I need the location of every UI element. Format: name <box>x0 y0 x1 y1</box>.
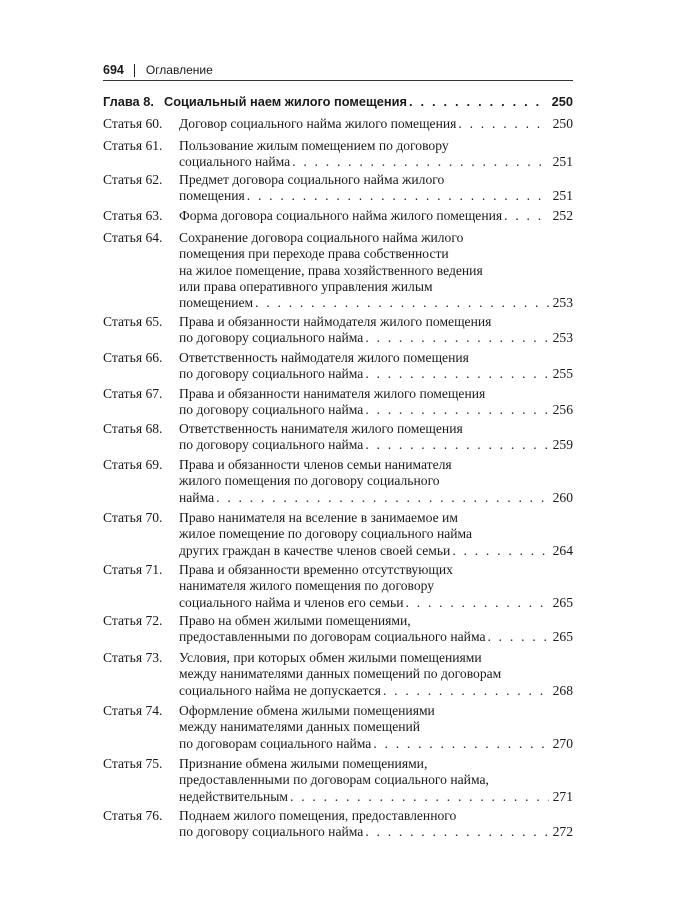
leader-dots <box>383 683 549 699</box>
article-page: 271 <box>552 788 573 804</box>
article-title-line: Права и обязанности временно отсутствующих <box>179 562 453 577</box>
article-title-line: Поднаем жилого помещения, предоставленного <box>179 808 457 823</box>
article-title-line: социального найма и членов его семьи <box>179 594 404 610</box>
article-title-line: Признание обмена жилыми помещениями, <box>179 756 428 771</box>
article-label: Статья 60. <box>103 116 163 131</box>
article-title-line: помещения <box>179 188 245 204</box>
article-title-line: или права оперативного управления жилым <box>179 278 433 294</box>
article-page: 265 <box>552 594 573 610</box>
article-label: Статья 66. <box>103 350 163 365</box>
article-title-line: Сохранение договора социального найма жилого <box>179 230 464 245</box>
leader-dots <box>452 543 548 559</box>
article-page: 252 <box>552 208 573 223</box>
article-title-line: Договор социального найма жилого помещения <box>179 116 457 131</box>
article-label: Статья 70. <box>103 510 163 525</box>
leader-dots <box>373 736 548 752</box>
article-page: 270 <box>552 735 573 751</box>
header-rule <box>103 80 573 81</box>
leader-dots <box>255 295 548 311</box>
chapter-page: 250 <box>551 94 573 109</box>
article-label: Статья 71. <box>103 562 163 577</box>
leader-dots <box>365 366 548 382</box>
article-title-line: недействительным <box>179 788 288 804</box>
article-title-line: Пользование жилым помещением по договору <box>179 138 449 153</box>
article-label: Статья 63. <box>103 208 163 223</box>
article-page: 259 <box>552 437 573 453</box>
article-title-line: Право нанимателя на вселение в занимаемое им <box>179 510 458 525</box>
section-title: Оглавление <box>145 63 213 77</box>
article-title-line: на жилое помещение, права хозяйственного ведения <box>179 262 483 278</box>
article-page: 250 <box>552 116 573 131</box>
article-title-line: между нанимателями данных помещений <box>179 719 421 735</box>
article-title-line: Права и обязанности наймодателя жилого помещения <box>179 314 492 329</box>
article-page: 251 <box>552 188 573 204</box>
article-title-line: Ответственность наймодателя жилого помещения <box>179 350 469 365</box>
leader-dots <box>406 595 549 611</box>
article-title-line: по договору социального найма <box>179 437 364 453</box>
leader-dots <box>504 208 548 224</box>
article-page: 256 <box>552 402 573 418</box>
leader-dots <box>365 824 548 840</box>
leader-dots <box>290 789 549 805</box>
article-label: Статья 75. <box>103 756 163 771</box>
leader-dots <box>247 188 549 204</box>
article-page: 268 <box>552 682 573 698</box>
chapter-title: Социальный наем жилого помещения <box>164 94 407 109</box>
article-page: 255 <box>552 366 573 382</box>
article-title-line: Форма договора социального найма жилого помещения <box>179 208 503 223</box>
article-title-line: Оформление обмена жилыми помещениями <box>179 703 435 718</box>
article-label: Статья 62. <box>103 172 163 187</box>
article-label: Статья 76. <box>103 808 163 823</box>
article-label: Статья 73. <box>103 650 163 665</box>
leader-dots <box>458 116 548 132</box>
article-label: Статья 68. <box>103 421 163 436</box>
article-label: Статья 74. <box>103 703 163 718</box>
article-page: 265 <box>552 629 573 645</box>
article-title-line: других граждан в качестве членов своей семьи <box>179 542 451 558</box>
article-label: Статья 61. <box>103 138 163 153</box>
article-title-line: по договору социального найма <box>179 330 364 346</box>
leader-dots <box>365 402 548 418</box>
article-page: 251 <box>552 154 573 170</box>
article-title-line: Права и обязанности членов семьи нанимателя <box>179 457 452 472</box>
article-label: Статья 72. <box>103 613 163 628</box>
article-title-line: социального найма не допускается <box>179 682 381 698</box>
article-title-line: Право на обмен жилыми помещениями, <box>179 613 411 628</box>
header-separator <box>134 64 135 77</box>
article-title-line: Условия, при которых обмен жилыми помещениями <box>179 650 482 665</box>
leader-dots <box>409 94 548 110</box>
article-title-line: найма <box>179 489 215 505</box>
article-page: 272 <box>552 824 573 840</box>
leader-dots <box>292 154 548 170</box>
article-title-line: помещения при переходе права собственности <box>179 246 449 262</box>
leader-dots <box>365 330 548 346</box>
article-title-line: нанимателя жилого помещения по договору <box>179 578 435 594</box>
article-title-line: предоставленными по договорам социального найма, <box>179 772 489 788</box>
article-title-line: по договору социального найма <box>179 824 364 840</box>
leader-dots <box>365 437 548 453</box>
article-page: 264 <box>552 542 573 558</box>
article-title-line: по договорам социального найма <box>179 735 372 751</box>
article-title-line: Предмет договора социального найма жилого <box>179 172 445 187</box>
article-page: 253 <box>552 295 573 311</box>
article-title-line: жилое помещение по договору социального найма <box>179 526 473 542</box>
article-title-line: между нанимателями данных помещений по договорам <box>179 666 502 682</box>
article-title-line: Ответственность нанимателя жилого помещения <box>179 421 463 436</box>
article-title-line: социального найма <box>179 154 291 170</box>
article-title-line: Права и обязанности нанимателя жилого помещения <box>179 386 486 401</box>
article-title-line: по договору социального найма <box>179 366 364 382</box>
article-label: Статья 67. <box>103 386 163 401</box>
article-page: 260 <box>552 489 573 505</box>
article-label: Статья 65. <box>103 314 163 329</box>
leader-dots <box>216 490 548 506</box>
article-title-line: помещением <box>179 295 254 311</box>
article-title-line: жилого помещения по договору социального <box>179 473 440 489</box>
chapter-label: Глава 8. <box>103 94 154 109</box>
leader-dots <box>487 629 548 645</box>
running-header <box>103 60 573 80</box>
article-page: 253 <box>552 330 573 346</box>
article-title-line: предоставленными по договорам социального найма <box>179 629 486 645</box>
article-title-line: по договору социального найма <box>179 402 364 418</box>
article-label: Статья 69. <box>103 457 163 472</box>
article-label: Статья 64. <box>103 230 163 245</box>
page-number: 694 <box>103 63 124 77</box>
